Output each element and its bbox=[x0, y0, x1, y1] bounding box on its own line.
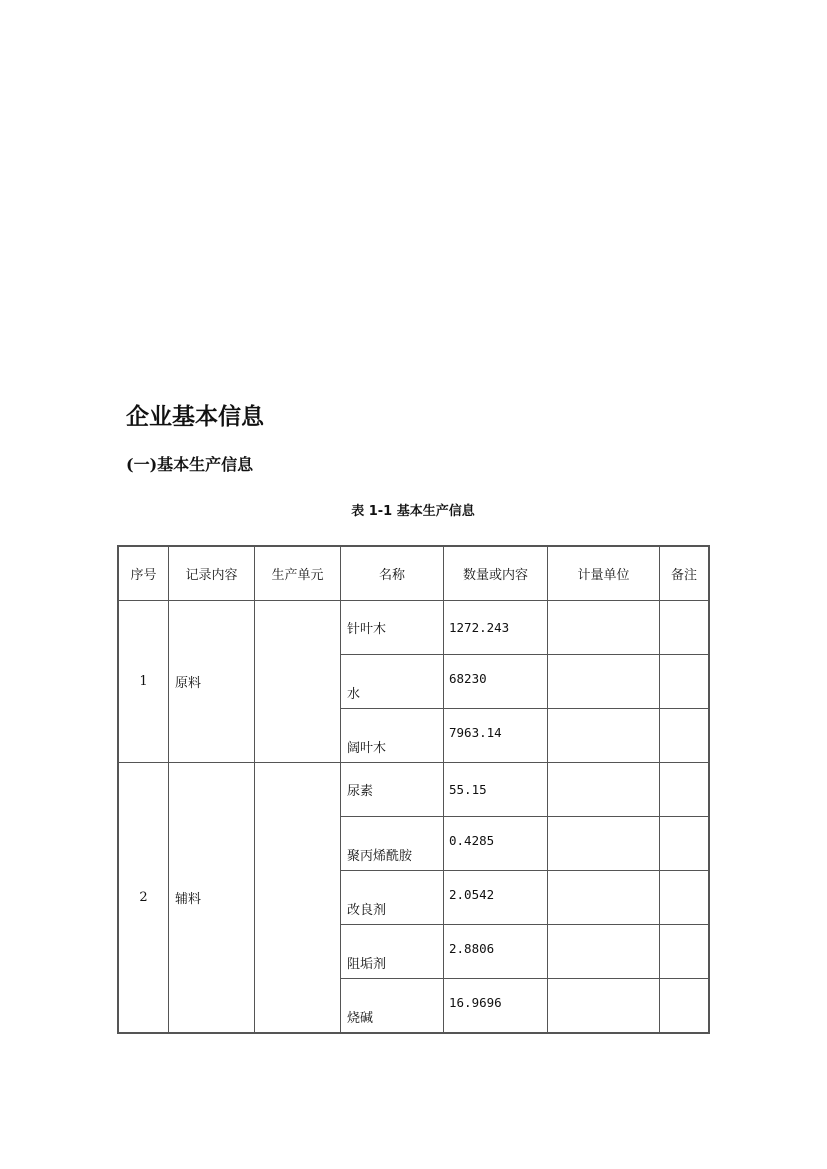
measure-cell bbox=[548, 709, 660, 763]
measure-cell bbox=[548, 871, 660, 925]
measure-cell bbox=[548, 655, 660, 709]
quantity-cell: 2.0542 bbox=[444, 871, 548, 925]
quantity-cell: 16.9696 bbox=[444, 979, 548, 1033]
note-cell bbox=[660, 871, 709, 925]
header-seq: 序号 bbox=[119, 547, 169, 601]
subsection-title: (一)基本生产信息 bbox=[126, 455, 254, 474]
quantity-cell: 55.15 bbox=[444, 763, 548, 817]
record-cell: 原料 bbox=[169, 601, 255, 763]
name-cell: 改良剂 bbox=[341, 871, 444, 925]
name-cell: 水 bbox=[341, 655, 444, 709]
table-row bbox=[119, 601, 709, 655]
quantity-cell: 68230 bbox=[444, 655, 548, 709]
name-cell: 尿素 bbox=[341, 763, 444, 817]
header-measure: 计量单位 bbox=[548, 547, 660, 601]
table-header-row bbox=[119, 547, 709, 601]
header-unit: 生产单元 bbox=[255, 547, 341, 601]
note-cell bbox=[660, 817, 709, 871]
note-cell bbox=[660, 601, 709, 655]
name-cell: 烧碱 bbox=[341, 979, 444, 1033]
note-cell bbox=[660, 979, 709, 1033]
seq-cell: 1 bbox=[119, 601, 169, 763]
measure-cell bbox=[548, 817, 660, 871]
measure-cell bbox=[548, 925, 660, 979]
unit-cell bbox=[255, 763, 341, 1033]
note-cell bbox=[660, 763, 709, 817]
name-cell: 阔叶木 bbox=[341, 709, 444, 763]
measure-cell bbox=[548, 979, 660, 1033]
measure-cell bbox=[548, 763, 660, 817]
quantity-cell: 0.4285 bbox=[444, 817, 548, 871]
section-title: 企业基本信息 bbox=[126, 404, 264, 430]
unit-cell bbox=[255, 601, 341, 763]
header-record: 记录内容 bbox=[169, 547, 255, 601]
quantity-cell: 2.8806 bbox=[444, 925, 548, 979]
table-caption: 表 1-1 基本生产信息 bbox=[351, 504, 475, 519]
production-info-table bbox=[118, 546, 709, 1033]
header-quantity: 数量或内容 bbox=[444, 547, 548, 601]
seq-cell: 2 bbox=[119, 763, 169, 1033]
note-cell bbox=[660, 709, 709, 763]
name-cell: 针叶木 bbox=[341, 601, 444, 655]
table-row bbox=[119, 763, 709, 817]
quantity-cell: 7963.14 bbox=[444, 709, 548, 763]
quantity-cell: 1272.243 bbox=[444, 601, 548, 655]
name-cell: 阻垢剂 bbox=[341, 925, 444, 979]
measure-cell bbox=[548, 601, 660, 655]
header-note: 备注 bbox=[660, 547, 709, 601]
name-cell: 聚丙烯酰胺 bbox=[341, 817, 444, 871]
header-name: 名称 bbox=[341, 547, 444, 601]
record-cell: 辅料 bbox=[169, 763, 255, 1033]
note-cell bbox=[660, 655, 709, 709]
note-cell bbox=[660, 925, 709, 979]
